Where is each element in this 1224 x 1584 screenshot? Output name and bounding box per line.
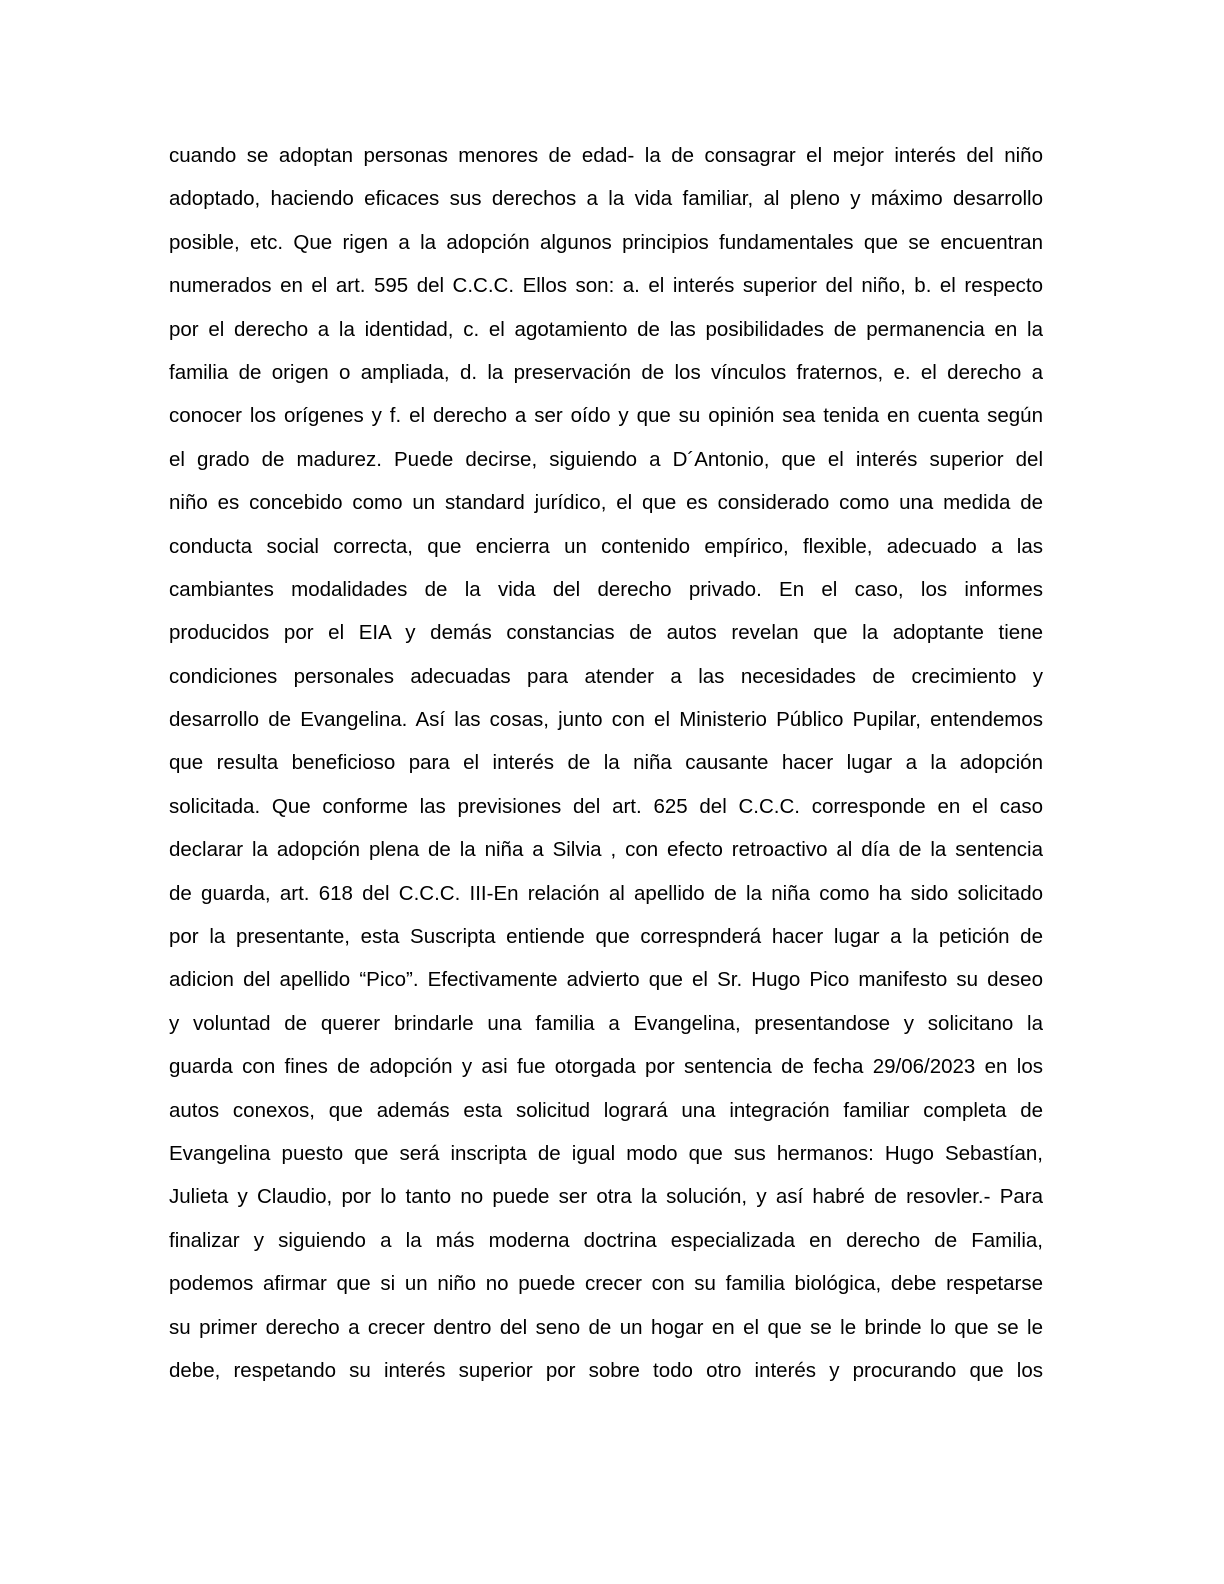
text-line: por el derecho a la identidad, c. el agotamiento de las posibilidades de permanencia en la — [169, 317, 1043, 341]
text-line: cambiantes modalidades de la vida del derecho privado. En el caso, los informes — [169, 577, 1043, 601]
text-line: niño es concebido como un standard jurídico, el que es considerado como una medida de — [169, 491, 1043, 515]
text-line: desarrollo de Evangelina. Así las cosas, junto con el Ministerio Público Pupilar, entendemos — [169, 708, 1043, 732]
text-line: autos conexos, que además esta solicitud logrará una integración familiar completa de — [169, 1098, 1043, 1122]
text-line: el grado de madurez. Puede decirse, siguiendo a D´Antonio, que el interés superior del — [169, 447, 1043, 471]
text-line: declarar la adopción plena de la niña a Silvia , con efecto retroactivo al día de la sentencia — [169, 838, 1043, 862]
text-line: debe, respetando su interés superior por sobre todo otro interés y procurando que los — [169, 1358, 1043, 1382]
text-line: por la presentante, esta Suscripta entiende que correspnderá hacer lugar a la petición de — [169, 925, 1043, 949]
text-line: que resulta beneficioso para el interés de la niña causante hacer lugar a la adopción — [169, 751, 1043, 775]
text-line: conducta social correcta, que encierra un contenido empírico, flexible, adecuado a las — [169, 534, 1043, 558]
body-text — [169, 134, 1043, 1392]
text-line: podemos afirmar que si un niño no puede crecer con su familia biológica, debe respetarse — [169, 1272, 1043, 1296]
text-line: Julieta y Claudio, por lo tanto no puede ser otra la solución, y así habré de resovler.- Para — [169, 1185, 1043, 1209]
text-line: finalizar y siguiendo a la más moderna doctrina especializada en derecho de Familia, — [169, 1228, 1043, 1252]
text-line: adoptado, haciendo eficaces sus derechos a la vida familiar, al pleno y máximo desarrollo — [169, 187, 1043, 211]
text-line: de guarda, art. 618 del C.C.C. III-En relación al apellido de la niña como ha sido solicitado — [169, 881, 1043, 905]
text-line: conocer los orígenes y f. el derecho a ser oído y que su opinión sea tenida en cuenta según — [169, 404, 1043, 428]
text-line: producidos por el EIA y demás constancias de autos revelan que la adoptante tiene — [169, 621, 1043, 645]
text-line: familia de origen o ampliada, d. la preservación de los vínculos fraternos, e. el derecho a — [169, 360, 1043, 384]
text-line: guarda con fines de adopción y asi fue otorgada por sentencia de fecha 29/06/2023 en los — [169, 1055, 1043, 1079]
text-line: adicion del apellido “Pico”. Efectivamente advierto que el Sr. Hugo Pico manifesto su deseo — [169, 968, 1043, 992]
text-line: solicitada. Que conforme las previsiones del art. 625 del C.C.C. corresponde en el caso — [169, 794, 1043, 818]
text-line: y voluntad de querer brindarle una familia a Evangelina, presentandose y solicitano la — [169, 1011, 1043, 1035]
text-line: condiciones personales adecuadas para atender a las necesidades de crecimiento y — [169, 664, 1043, 688]
text-line: numerados en el art. 595 del C.C.C. Ellos son: a. el interés superior del niño, b. el respecto — [169, 274, 1043, 298]
text-line: posible, etc. Que rigen a la adopción algunos principios fundamentales que se encuentran — [169, 230, 1043, 254]
text-line: su primer derecho a crecer dentro del seno de un hogar en el que se le brinde lo que se le — [169, 1315, 1043, 1339]
text-line: cuando se adoptan personas menores de edad- la de consagrar el mejor interés del niño — [169, 144, 1043, 167]
text-line: Evangelina puesto que será inscripta de igual modo que sus hermanos: Hugo Sebastían, — [169, 1141, 1043, 1165]
